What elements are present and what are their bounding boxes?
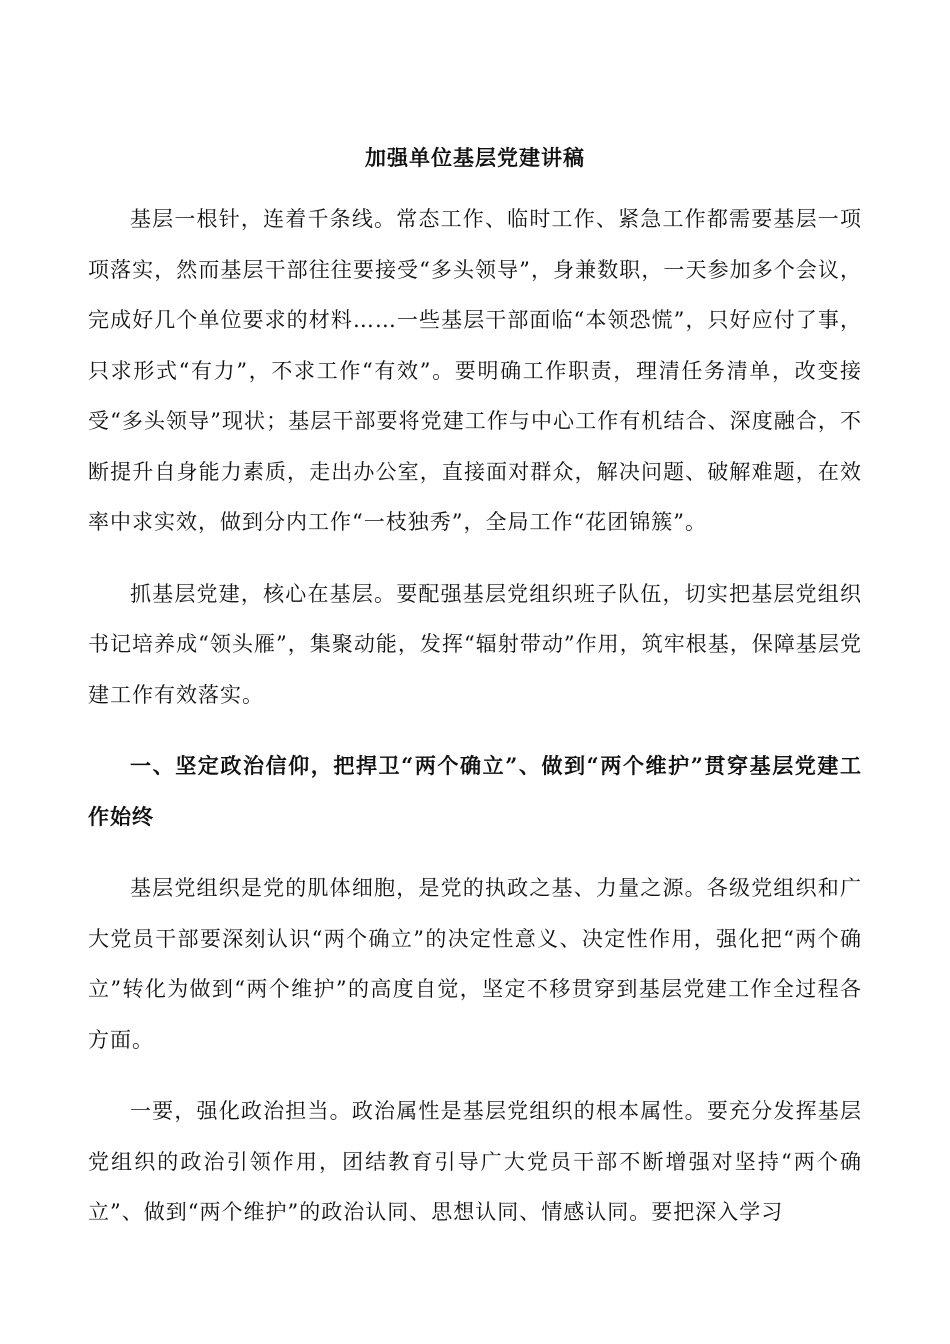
paragraph-core: 抓基层党建，核心在基层。要配强基层党组织班子队伍，切实把基层党组织书记培养成“领头雁”，集聚动能，发挥“辐射带动”作用，筑牢根基，保障基层党建工作有效落实。 (88, 581, 862, 707)
paragraph-section-1: 基层党组织是党的肌体细胞，是党的执政之基、力量之源。各级党组织和广大党员干部要深刻认识“两个确立”的决定性意义、决定性作用，强化把“两个确立”转化为做到“两个维护”的高度自觉，坚定不移贯穿到基层党建工作全过程各方面。 (88, 876, 862, 1052)
paragraph-intro: 基层一根针，连着千条线。常态工作、临时工作、紧急工作都需要基层一项项落实，然而基层干部往往要接受“多头领导”，身兼数职，一天参加多个会议，完成好几个单位要求的材料……一些基层干部面临“本领恐慌”，只好应付了事，只求形式“有力”，不求工作“有效”。要明确工作职责，理清任务清单，改变接受“多头领导”现状；基层干部要将党建工作与中心工作有机结合、深度融合，不断提升自身能力素质，走出办公室，直接面对群众，解决问题、破解难题，在效率中求实效，做到分内工作“一枝独秀”，全局工作“花团锦簇”。 (88, 207, 862, 534)
document-title: 加强单位基层党建讲稿 (365, 145, 585, 170)
section-heading-1: 一、坚定政治信仰，把捍卫“两个确立”、做到“两个维护”贯穿基层党建工作始终 (88, 753, 862, 829)
document-page (88, 142, 862, 1259)
paragraph-political-responsibility: 一要，强化政治担当。政治属性是基层党组织的根本属性。要充分发挥基层党组织的政治引领作用，团结教育引导广大党员干部不断增强对坚持“两个确立”、做到“两个维护”的政治认同、思想认同、情感认同。要把深入学习 (88, 1099, 862, 1224)
